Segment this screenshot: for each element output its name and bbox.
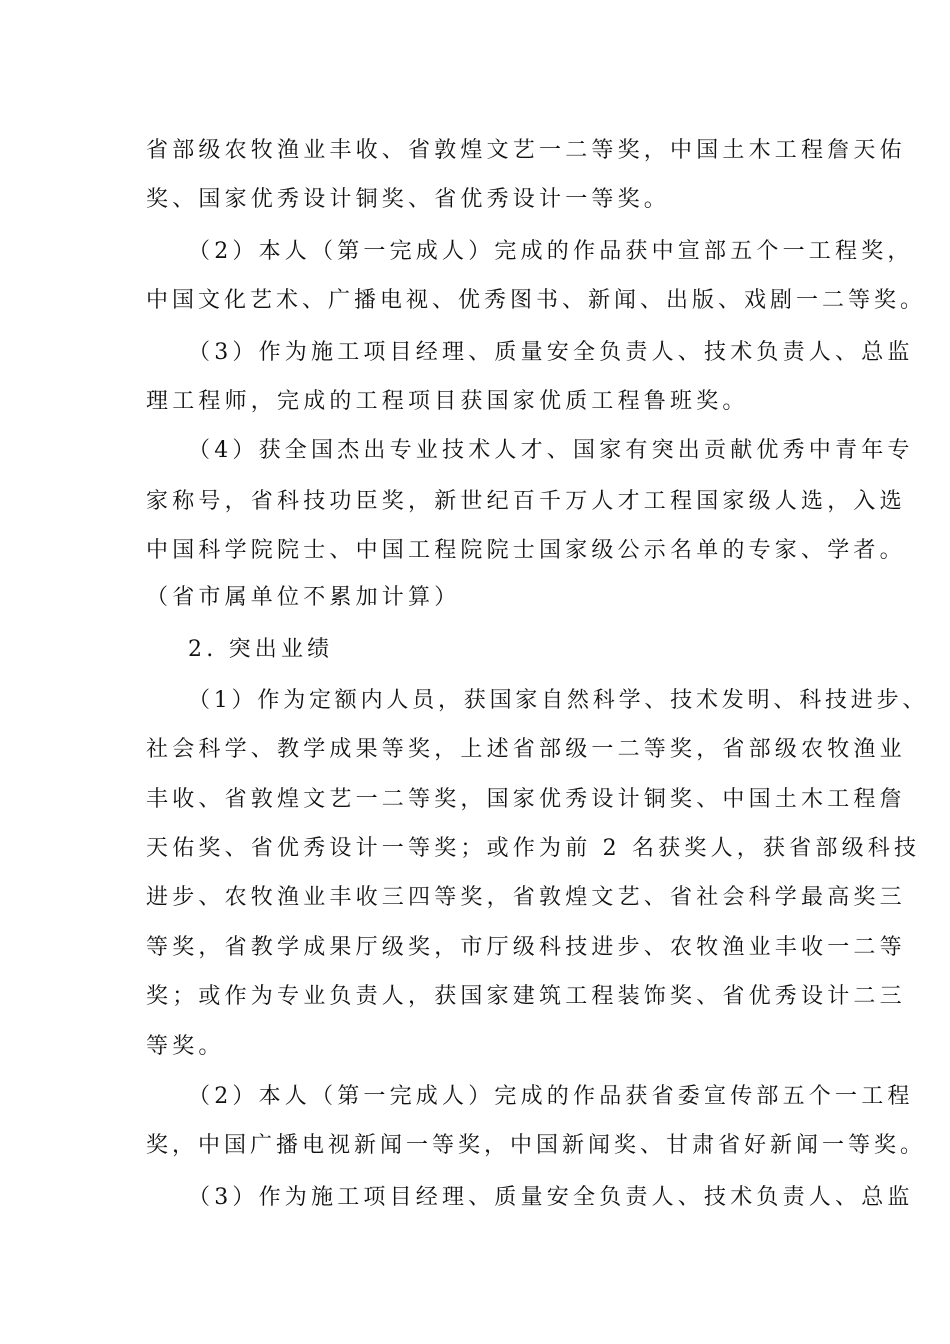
- text-line: 奖；或作为专业负责人，获国家建筑工程装饰奖、省优秀设计二三: [146, 984, 906, 1009]
- text-line: 中国文化艺术、广播电视、优秀图书、新闻、出版、戏剧一二等奖。: [146, 288, 927, 313]
- text-line: 奖、国家优秀设计铜奖、省优秀设计一等奖。: [146, 187, 671, 212]
- section-heading: 2. 突出业绩: [188, 637, 334, 662]
- text-line: 家称号，省科技功臣奖，新世纪百千万人才工程国家级人选，入选: [146, 489, 906, 514]
- text-line: （2）本人（第一完成人）完成的作品获中宣部五个一工程奖，: [188, 239, 914, 264]
- text-line: （3）作为施工项目经理、质量安全负责人、技术负责人、总监: [188, 340, 914, 365]
- text-line: 奖，中国广播电视新闻一等奖，中国新闻奖、甘肃省好新闻一等奖。: [146, 1133, 927, 1158]
- text-line: （3）作为施工项目经理、质量安全负责人、技术负责人、总监: [188, 1185, 914, 1210]
- text-line: 等奖，省教学成果厅级奖，市厅级科技进步、农牧渔业丰收一二等: [146, 935, 906, 960]
- text-line: 省部级农牧渔业丰收、省敦煌文艺一二等奖，中国土木工程詹天佑: [146, 138, 906, 163]
- text-line: 丰收、省敦煌文艺一二等奖，国家优秀设计铜奖、中国土木工程詹: [146, 787, 906, 812]
- text-line: （1）作为定额内人员，获国家自然科学、技术发明、科技进步、: [188, 688, 929, 713]
- text-line: 等奖。: [146, 1034, 225, 1059]
- text-line: （2）本人（第一完成人）完成的作品获省委宣传部五个一工程: [188, 1084, 914, 1109]
- text-line: 天佑奖、省优秀设计一等奖；或作为前 2 名获奖人，获省部级科技: [146, 836, 921, 861]
- text-line: 理工程师，完成的工程项目获国家优质工程鲁班奖。: [146, 389, 749, 414]
- text-line: 进步、农牧渔业丰收三四等奖，省敦煌文艺、省社会科学最高奖三: [146, 885, 906, 910]
- text-line: （省市属单位不累加计算）: [146, 585, 461, 610]
- text-line: 社会科学、教学成果等奖，上述省部级一二等奖，省部级农牧渔业: [146, 737, 906, 762]
- text-line: 中国科学院院士、中国工程院院士国家级公示名单的专家、学者。: [146, 538, 906, 563]
- text-line: （4）获全国杰出专业技术人才、国家有突出贡献优秀中青年专: [188, 438, 914, 463]
